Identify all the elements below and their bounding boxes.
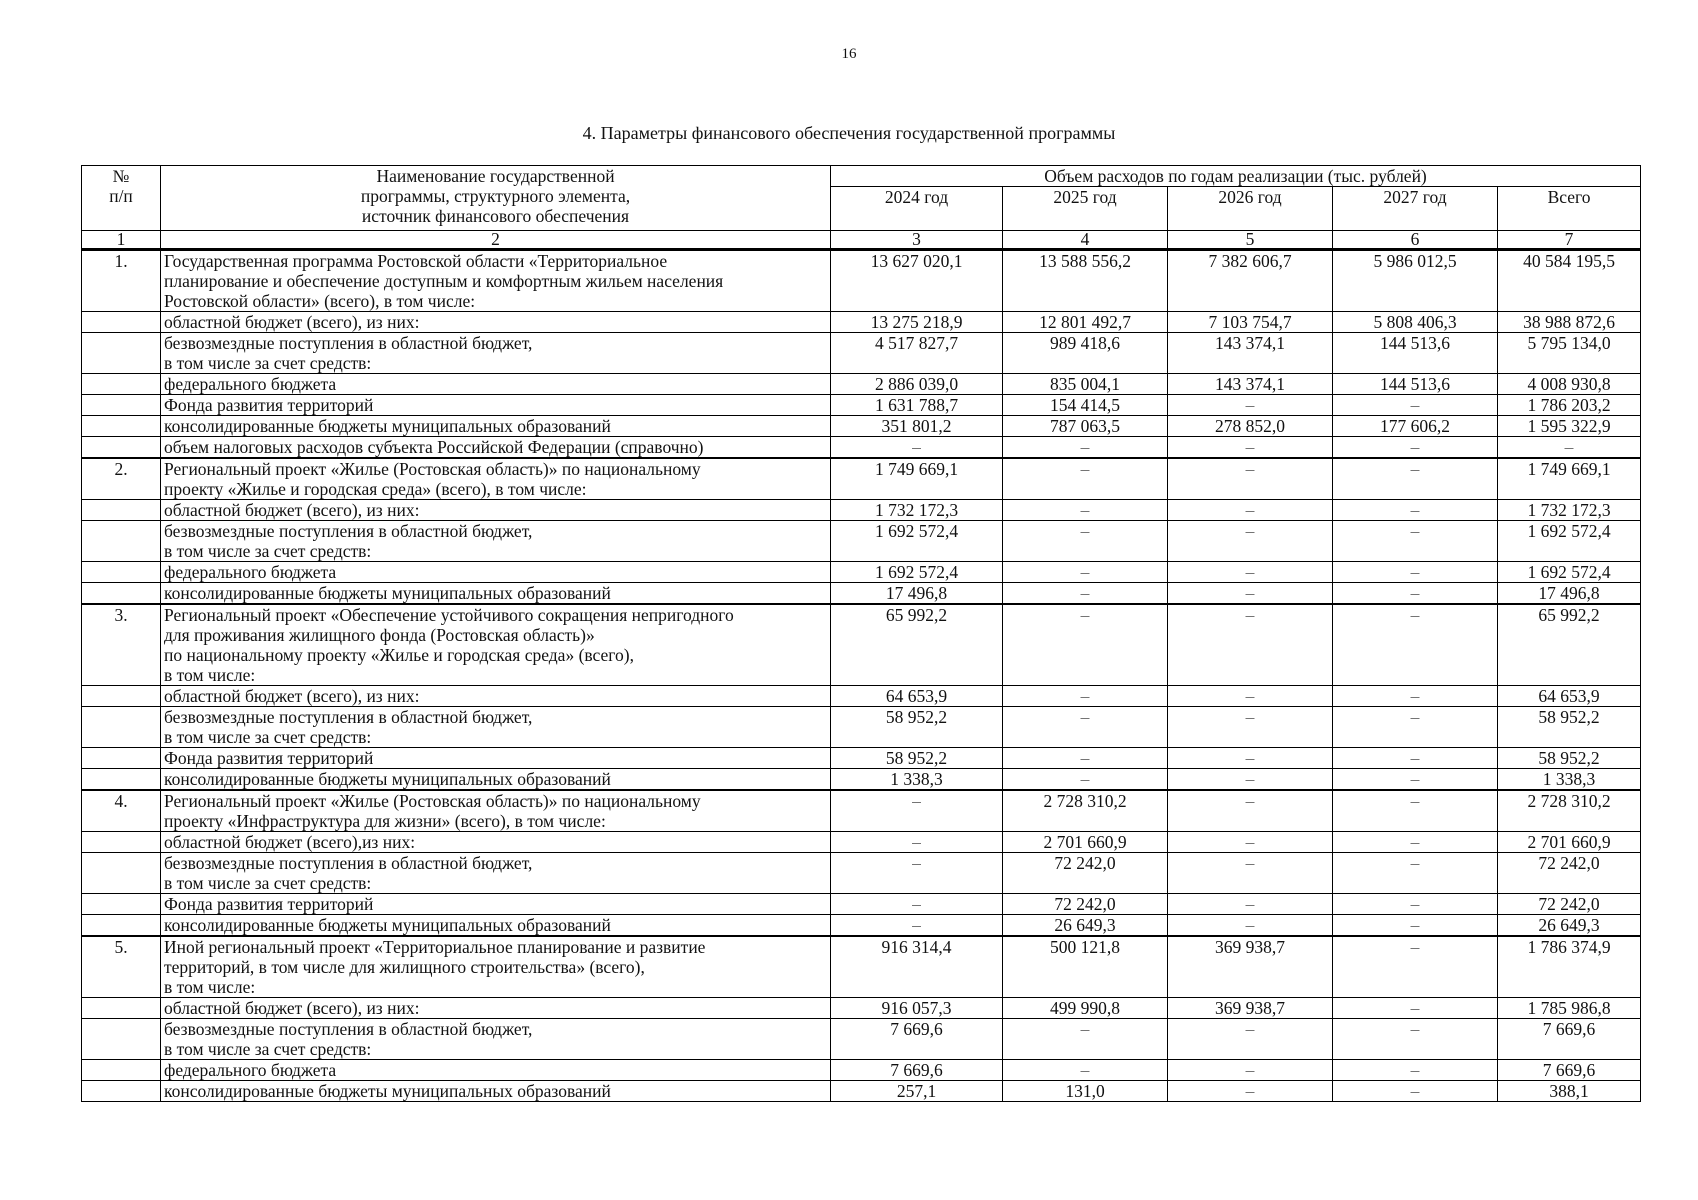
value-2024: 1 338,3 xyxy=(831,769,1003,791)
row-name: объем налоговых расходов субъекта Российской Федерации (справочно) xyxy=(161,437,831,459)
value-total: 7 669,6 xyxy=(1498,1060,1641,1081)
value-2027: – xyxy=(1333,583,1498,605)
value-2026: – xyxy=(1168,853,1333,894)
value-total: 1 786 203,2 xyxy=(1498,395,1641,416)
value-2024: 58 952,2 xyxy=(831,748,1003,769)
value-2024: – xyxy=(831,853,1003,894)
value-total: 72 242,0 xyxy=(1498,894,1641,915)
value-2026: – xyxy=(1168,604,1333,686)
value-total: 26 649,3 xyxy=(1498,915,1641,937)
value-2026: 143 374,1 xyxy=(1168,374,1333,395)
value-2027: – xyxy=(1333,500,1498,521)
table-row xyxy=(82,374,1641,395)
table-row xyxy=(82,458,1641,500)
value-2027: – xyxy=(1333,1081,1498,1102)
document-title: 4. Параметры финансового обеспечения государственной программы xyxy=(582,123,1116,143)
value-2027: – xyxy=(1333,395,1498,416)
value-2026: 143 374,1 xyxy=(1168,333,1333,374)
value-2026: – xyxy=(1168,832,1333,853)
value-2027: – xyxy=(1333,604,1498,686)
value-2026: – xyxy=(1168,707,1333,748)
value-2025: – xyxy=(1003,583,1168,605)
value-2025: – xyxy=(1003,458,1168,500)
value-2024: – xyxy=(831,437,1003,459)
value-total: 1 595 322,9 xyxy=(1498,416,1641,437)
value-2025: – xyxy=(1003,1019,1168,1060)
value-total: 4 008 930,8 xyxy=(1498,374,1641,395)
table-row xyxy=(82,333,1641,374)
value-2026: – xyxy=(1168,1060,1333,1081)
page-number: 16 xyxy=(841,46,857,62)
value-2024: 1 692 572,4 xyxy=(831,521,1003,562)
value-total: 388,1 xyxy=(1498,1081,1641,1102)
value-2026: – xyxy=(1168,915,1333,937)
value-2026: – xyxy=(1168,562,1333,583)
row-number xyxy=(82,500,161,521)
value-2025: 72 242,0 xyxy=(1003,894,1168,915)
value-total: 38 988 872,6 xyxy=(1498,312,1641,333)
value-2027: – xyxy=(1333,894,1498,915)
value-2025: 131,0 xyxy=(1003,1081,1168,1102)
value-2026: 369 938,7 xyxy=(1168,998,1333,1019)
table-row xyxy=(82,832,1641,853)
value-total: 72 242,0 xyxy=(1498,853,1641,894)
value-2026: – xyxy=(1168,1081,1333,1102)
table-row xyxy=(82,562,1641,583)
row-name: федерального бюджета xyxy=(161,1060,831,1081)
table-row xyxy=(82,395,1641,416)
column-number: 4 xyxy=(1003,231,1168,250)
row-number xyxy=(82,769,161,791)
header-name-label: Наименование государственной программы, структурного элемента, источник финансового обеспечения xyxy=(360,166,631,226)
row-name: безвозмездные поступления в областной бюджет, в том числе за счет средств: xyxy=(161,707,831,748)
row-number xyxy=(82,915,161,937)
value-2027: – xyxy=(1333,936,1498,998)
table-row xyxy=(82,936,1641,998)
row-number xyxy=(82,1081,161,1102)
column-number: 2 xyxy=(161,231,831,250)
row-number: 2. xyxy=(82,458,161,500)
row-name: безвозмездные поступления в областной бюджет, в том числе за счет средств: xyxy=(161,333,831,374)
row-number xyxy=(82,998,161,1019)
value-2026: 278 852,0 xyxy=(1168,416,1333,437)
value-2024: 4 517 827,7 xyxy=(831,333,1003,374)
row-name: безвозмездные поступления в областной бюджет, в том числе за счет средств: xyxy=(161,521,831,562)
row-name: консолидированные бюджеты муниципальных образований xyxy=(161,1081,831,1102)
table-row xyxy=(82,583,1641,605)
table-row xyxy=(82,894,1641,915)
row-name: безвозмездные поступления в областной бюджет, в том числе за счет средств: xyxy=(161,853,831,894)
table-row xyxy=(82,312,1641,333)
header-num xyxy=(82,166,161,231)
row-number xyxy=(82,832,161,853)
header-year-2024: 2024 год xyxy=(831,187,1003,231)
value-total: 5 795 134,0 xyxy=(1498,333,1641,374)
value-2026: – xyxy=(1168,769,1333,791)
column-numbers-row xyxy=(82,231,1641,250)
value-2025: 500 121,8 xyxy=(1003,936,1168,998)
row-number xyxy=(82,312,161,333)
value-2027: – xyxy=(1333,832,1498,853)
table-row xyxy=(82,998,1641,1019)
value-2024: 916 057,3 xyxy=(831,998,1003,1019)
row-name: федерального бюджета xyxy=(161,562,831,583)
value-2027: – xyxy=(1333,521,1498,562)
row-number xyxy=(82,521,161,562)
value-2024: 13 275 218,9 xyxy=(831,312,1003,333)
row-name: Региональный проект «Жилье (Ростовская область)» по национальному проекту «Жилье и городская среда» (всего), в том числе: xyxy=(161,458,831,500)
row-name: консолидированные бюджеты муниципальных образований xyxy=(161,416,831,437)
value-total: 2 728 310,2 xyxy=(1498,790,1641,832)
value-2024: 1 692 572,4 xyxy=(831,562,1003,583)
value-2024: – xyxy=(831,915,1003,937)
table-row xyxy=(82,521,1641,562)
table-row xyxy=(82,1081,1641,1102)
row-name: Фонда развития территорий xyxy=(161,395,831,416)
value-2027: – xyxy=(1333,748,1498,769)
value-2027: – xyxy=(1333,853,1498,894)
value-2024: 64 653,9 xyxy=(831,686,1003,707)
value-2024: – xyxy=(831,832,1003,853)
row-number xyxy=(82,583,161,605)
header-num-label: № п/п xyxy=(109,166,133,206)
value-2024: 58 952,2 xyxy=(831,707,1003,748)
value-total: 1 338,3 xyxy=(1498,769,1641,791)
value-2024: 916 314,4 xyxy=(831,936,1003,998)
value-2025: – xyxy=(1003,521,1168,562)
table-row xyxy=(82,416,1641,437)
value-2024: 17 496,8 xyxy=(831,583,1003,605)
row-name: Фонда развития территорий xyxy=(161,894,831,915)
value-2026: – xyxy=(1168,395,1333,416)
value-total: 1 785 986,8 xyxy=(1498,998,1641,1019)
value-2025: 26 649,3 xyxy=(1003,915,1168,937)
table-row xyxy=(82,250,1641,312)
row-name: областной бюджет (всего), из них: xyxy=(161,998,831,1019)
value-2024: 7 669,6 xyxy=(831,1019,1003,1060)
column-number: 1 xyxy=(82,231,161,250)
value-2025: – xyxy=(1003,562,1168,583)
value-total: 58 952,2 xyxy=(1498,707,1641,748)
value-2024: 1 631 788,7 xyxy=(831,395,1003,416)
header-total: Всего xyxy=(1498,187,1641,231)
value-2026: – xyxy=(1168,894,1333,915)
value-total: 58 952,2 xyxy=(1498,748,1641,769)
value-total: 1 692 572,4 xyxy=(1498,521,1641,562)
row-number xyxy=(82,395,161,416)
value-2026: – xyxy=(1168,583,1333,605)
column-number: 7 xyxy=(1498,231,1641,250)
value-2025: 787 063,5 xyxy=(1003,416,1168,437)
value-2024: 257,1 xyxy=(831,1081,1003,1102)
row-name: областной бюджет (всего),из них: xyxy=(161,832,831,853)
value-total: 40 584 195,5 xyxy=(1498,250,1641,312)
row-number xyxy=(82,894,161,915)
row-number xyxy=(82,562,161,583)
value-2024: 1 749 669,1 xyxy=(831,458,1003,500)
value-2027: – xyxy=(1333,769,1498,791)
value-total: 1 749 669,1 xyxy=(1498,458,1641,500)
table-row xyxy=(82,790,1641,832)
value-total: – xyxy=(1498,437,1641,459)
value-2025: 72 242,0 xyxy=(1003,853,1168,894)
column-number: 5 xyxy=(1168,231,1333,250)
row-name: Фонда развития территорий xyxy=(161,748,831,769)
value-2024: – xyxy=(831,894,1003,915)
row-name: консолидированные бюджеты муниципальных образований xyxy=(161,583,831,605)
row-name: областной бюджет (всего), из них: xyxy=(161,312,831,333)
row-number: 3. xyxy=(82,604,161,686)
table-row xyxy=(82,1060,1641,1081)
value-2025: 2 728 310,2 xyxy=(1003,790,1168,832)
table-row xyxy=(82,853,1641,894)
value-2026: 7 382 606,7 xyxy=(1168,250,1333,312)
value-2026: 7 103 754,7 xyxy=(1168,312,1333,333)
row-name: федерального бюджета xyxy=(161,374,831,395)
row-number xyxy=(82,686,161,707)
value-2026: – xyxy=(1168,1019,1333,1060)
value-2024: 2 886 039,0 xyxy=(831,374,1003,395)
header-expenses: Объем расходов по годам реализации (тыс. рублей) xyxy=(831,166,1641,187)
value-2027: – xyxy=(1333,437,1498,459)
value-2025: – xyxy=(1003,769,1168,791)
value-2027: – xyxy=(1333,707,1498,748)
value-2027: – xyxy=(1333,1019,1498,1060)
column-number: 6 xyxy=(1333,231,1498,250)
value-total: 65 992,2 xyxy=(1498,604,1641,686)
value-2026: – xyxy=(1168,748,1333,769)
value-2025: 13 588 556,2 xyxy=(1003,250,1168,312)
value-2027: 144 513,6 xyxy=(1333,333,1498,374)
row-number xyxy=(82,1060,161,1081)
table-row xyxy=(82,915,1641,937)
row-number xyxy=(82,437,161,459)
row-name: Государственная программа Ростовской области «Территориальное планирование и обеспечение доступным и комфортным жильем населения Ростовской области» (всего), в том числе: xyxy=(161,250,831,312)
value-total: 1 692 572,4 xyxy=(1498,562,1641,583)
value-total: 7 669,6 xyxy=(1498,1019,1641,1060)
row-number: 4. xyxy=(82,790,161,832)
value-2025: – xyxy=(1003,604,1168,686)
table-row xyxy=(82,748,1641,769)
value-2025: – xyxy=(1003,500,1168,521)
value-total: 1 732 172,3 xyxy=(1498,500,1641,521)
value-2025: – xyxy=(1003,686,1168,707)
row-number xyxy=(82,1019,161,1060)
value-2024: 1 732 172,3 xyxy=(831,500,1003,521)
row-name: областной бюджет (всего), из них: xyxy=(161,686,831,707)
value-total: 17 496,8 xyxy=(1498,583,1641,605)
value-2027: – xyxy=(1333,1060,1498,1081)
value-2026: – xyxy=(1168,458,1333,500)
value-2027: 144 513,6 xyxy=(1333,374,1498,395)
row-name: консолидированные бюджеты муниципальных образований xyxy=(161,769,831,791)
value-2026: 369 938,7 xyxy=(1168,936,1333,998)
value-2025: – xyxy=(1003,748,1168,769)
row-number xyxy=(82,853,161,894)
row-number xyxy=(82,333,161,374)
value-2024: 13 627 020,1 xyxy=(831,250,1003,312)
value-2025: – xyxy=(1003,707,1168,748)
row-number xyxy=(82,707,161,748)
table-row xyxy=(82,604,1641,686)
row-name: Региональный проект «Обеспечение устойчивого сокращения непригодного для проживания жилищного фонда (Ростовская область)» по национальному проекту «Жилье и городская среда» (всего), в том числе: xyxy=(161,604,831,686)
value-2024: 351 801,2 xyxy=(831,416,1003,437)
value-2025: – xyxy=(1003,437,1168,459)
value-2025: 835 004,1 xyxy=(1003,374,1168,395)
row-name: Иной региональный проект «Территориальное планирование и развитие территорий, в том числе для жилищного строительства» (всего), в том числе: xyxy=(161,936,831,998)
value-2025: 12 801 492,7 xyxy=(1003,312,1168,333)
table-header xyxy=(82,166,1641,250)
value-total: 64 653,9 xyxy=(1498,686,1641,707)
table-row xyxy=(82,1019,1641,1060)
value-2027: 5 986 012,5 xyxy=(1333,250,1498,312)
table-row xyxy=(82,707,1641,748)
row-name: безвозмездные поступления в областной бюджет, в том числе за счет средств: xyxy=(161,1019,831,1060)
value-2025: 154 414,5 xyxy=(1003,395,1168,416)
header-year-2025: 2025 год xyxy=(1003,187,1168,231)
value-2027: – xyxy=(1333,686,1498,707)
value-2024: 7 669,6 xyxy=(831,1060,1003,1081)
value-2025: 989 418,6 xyxy=(1003,333,1168,374)
financing-table xyxy=(81,165,1641,1102)
value-2026: – xyxy=(1168,521,1333,562)
row-name: областной бюджет (всего), из них: xyxy=(161,500,831,521)
value-2027: – xyxy=(1333,790,1498,832)
row-number xyxy=(82,748,161,769)
value-2027: – xyxy=(1333,458,1498,500)
value-2025: 2 701 660,9 xyxy=(1003,832,1168,853)
table-row xyxy=(82,437,1641,459)
header-year-2027: 2027 год xyxy=(1333,187,1498,231)
value-2025: 499 990,8 xyxy=(1003,998,1168,1019)
table-row xyxy=(82,500,1641,521)
value-2024: 65 992,2 xyxy=(831,604,1003,686)
value-total: 2 701 660,9 xyxy=(1498,832,1641,853)
row-name: Региональный проект «Жилье (Ростовская область)» по национальному проекту «Инфраструктура для жизни» (всего), в том числе: xyxy=(161,790,831,832)
header-year-2026: 2026 год xyxy=(1168,187,1333,231)
row-name: консолидированные бюджеты муниципальных образований xyxy=(161,915,831,937)
row-number xyxy=(82,374,161,395)
table-body xyxy=(82,250,1641,1102)
value-2024: – xyxy=(831,790,1003,832)
value-2026: – xyxy=(1168,500,1333,521)
row-number xyxy=(82,416,161,437)
value-2027: – xyxy=(1333,915,1498,937)
table-row xyxy=(82,769,1641,791)
value-2027: – xyxy=(1333,998,1498,1019)
value-2025: – xyxy=(1003,1060,1168,1081)
value-2026: – xyxy=(1168,437,1333,459)
header-name xyxy=(161,166,831,231)
value-2027: – xyxy=(1333,562,1498,583)
value-2026: – xyxy=(1168,790,1333,832)
header-row-1 xyxy=(82,166,1641,187)
row-number: 1. xyxy=(82,250,161,312)
value-2027: 5 808 406,3 xyxy=(1333,312,1498,333)
value-2026: – xyxy=(1168,686,1333,707)
value-total: 1 786 374,9 xyxy=(1498,936,1641,998)
table-row xyxy=(82,686,1641,707)
value-2027: 177 606,2 xyxy=(1333,416,1498,437)
row-number: 5. xyxy=(82,936,161,998)
column-number: 3 xyxy=(831,231,1003,250)
